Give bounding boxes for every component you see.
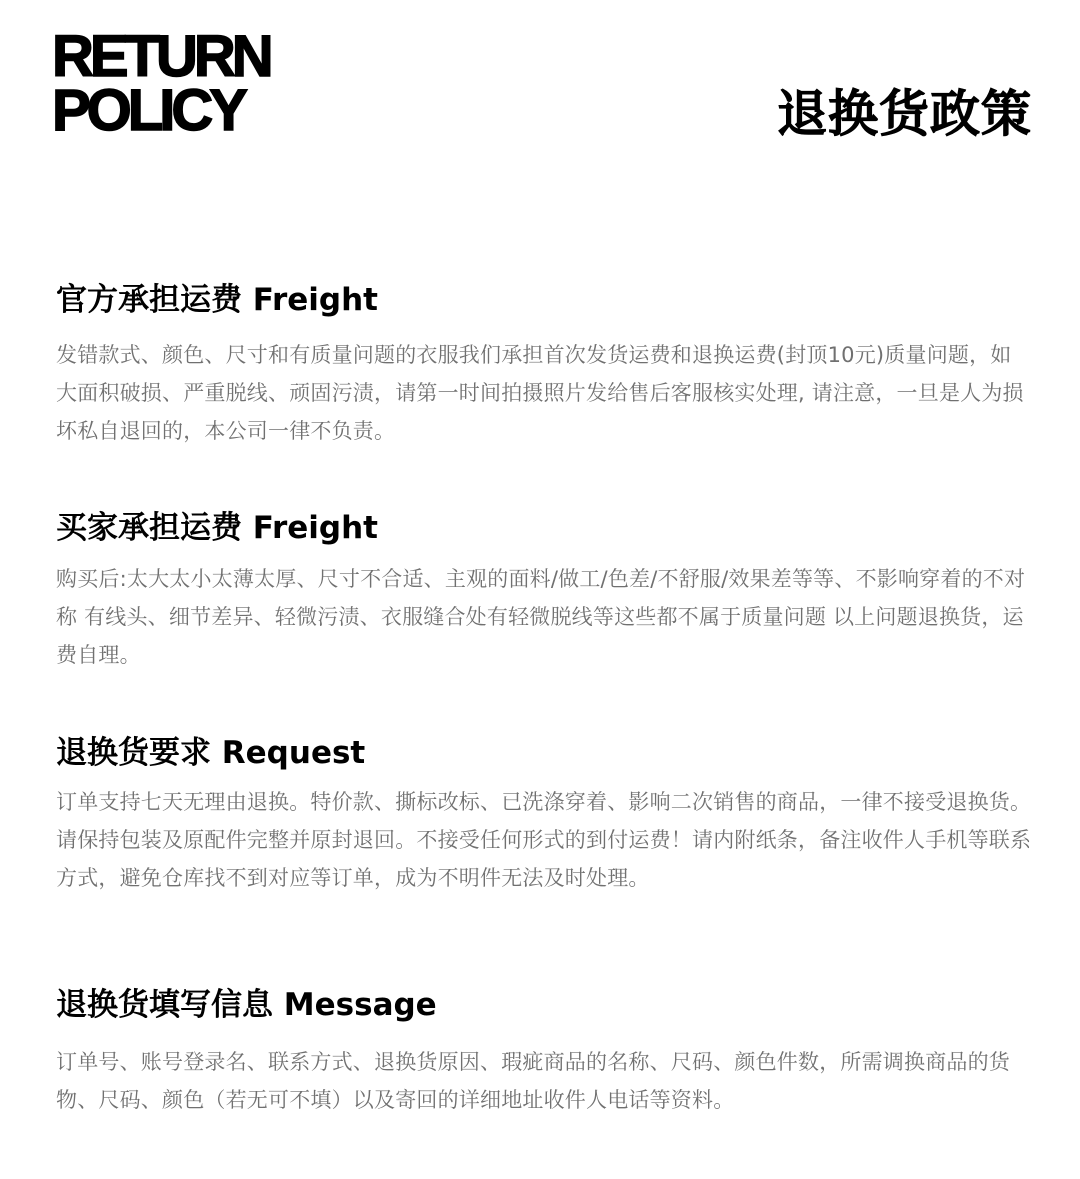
section-heading: 退换货填写信息 Message xyxy=(56,987,437,1023)
section-body: 发错款式、颜色、尺寸和有质量问题的衣服我们承担首次发货运费和退换运费(封顶10元)质量问题，如大面积破损、严重脱线、顽固污渍，请第一时间拍摄照片发给售后客服核实处理, 请注意，一旦是人为损坏私自退回的，本公司一律不负责。 xyxy=(56,343,1024,443)
section-body: 订单号、账号登录名、联系方式、退换货原因、瑕疵商品的名称、尺码、颜色件数，所需调换商品的货物、尺码、颜色（若无可不填）以及寄回的详细地址收件人电话等资料。 xyxy=(56,1050,1010,1112)
logo-line-policy: POLICY xyxy=(52,78,244,143)
section-buyer-freight xyxy=(56,508,1032,674)
page-title: 退换货政策 xyxy=(777,85,1032,143)
section-body: 购买后:太大太小太薄太厚、尺寸不合适、主观的面料/做工/色差/不舒服/效果差等等、不影响穿着的不对称 有线头、细节差异、轻微污渍、衣服缝合处有轻微脱线等这些都不属于质量问题 以上问题退换货，运费自理。 xyxy=(56,567,1026,667)
section-heading: 退换货要求 Request xyxy=(56,735,366,771)
section-request xyxy=(56,733,1032,897)
section-heading: 官方承担运费 Freight xyxy=(56,282,379,318)
return-policy-logo xyxy=(52,24,312,143)
section-body: 订单支持七天无理由退换。特价款、撕标改标、已洗涤穿着、影响二次销售的商品，一律不接受退换货。请保持包装及原配件完整并原封退回。不接受任何形式的到付运费！请内附纸条，备注收件人手机等联系方式，避免仓库找不到对应等订单，成为不明件无法及时处理。 xyxy=(56,790,1032,890)
section-official-freight xyxy=(56,280,1032,450)
logo-line-return: RETURN xyxy=(52,24,270,89)
section-message xyxy=(56,985,1032,1119)
section-heading: 买家承担运费 Freight xyxy=(56,510,379,546)
